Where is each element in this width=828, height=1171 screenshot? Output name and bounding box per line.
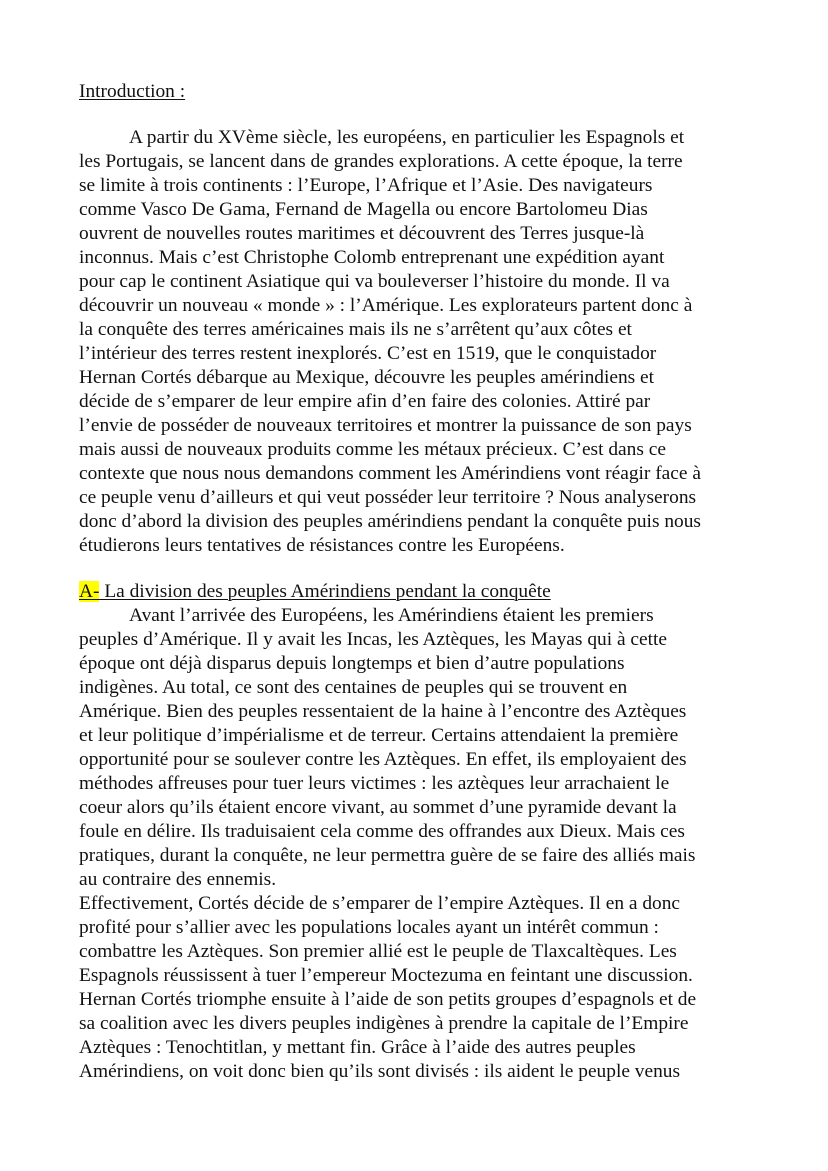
- section-a-line: Effectivement, Cortés décide de s’emparer de l’empire Aztèques. Il en a donc: [79, 893, 681, 914]
- intro-line: la conquête des terres américaines mais ils ne s’arrêtent qu’aux côtes et: [79, 319, 632, 340]
- section-a-line: époque ont déjà disparus depuis longtemps et bien d’autre populations: [79, 653, 625, 674]
- intro-line: A partir du XVème siècle, les européens, en particulier les Espagnols et: [129, 127, 685, 148]
- section-a-line: et leur politique d’impérialisme et de terreur. Certains attendaient la première: [79, 725, 679, 746]
- section-a-line: coeur alors qu’ils étaient encore vivant, au sommet d’une pyramide devant la: [79, 797, 677, 818]
- intro-line: les Portugais, se lancent dans de grandes explorations. A cette époque, la terre: [79, 151, 683, 172]
- intro-line: l’envie de posséder de nouveaux territoires et montrer la puissance de son pays: [79, 415, 692, 436]
- intro-line: contexte que nous nous demandons comment les Amérindiens vont réagir face à: [79, 463, 701, 484]
- intro-line: étudierons leurs tentatives de résistances contre les Européens.: [79, 535, 565, 556]
- section-a-line: Hernan Cortés triomphe ensuite à l’aide de son petits groupes d’espagnols et de: [79, 989, 697, 1010]
- intro-line: ouvrent de nouvelles routes maritimes et découvrent des Terres jusque-là: [79, 223, 645, 244]
- section-a-line: sa coalition avec les divers peuples indigènes à prendre la capitale de l’Empire: [79, 1013, 689, 1034]
- section-a-line: pratiques, durant la conquête, ne leur permettra guère de se faire des alliés mais: [79, 845, 696, 866]
- intro-line: inconnus. Mais c’est Christophe Colomb entreprenant une expédition ayant: [79, 247, 665, 268]
- section-a-heading: [79, 580, 551, 604]
- intro-line: découvrir un nouveau « monde » : l’Amérique. Les explorateurs partent donc à: [79, 295, 693, 316]
- intro-line: se limite à trois continents : l’Europe, l’Afrique et l’Asie. Des navigateurs: [79, 175, 653, 196]
- section-a-line: opportunité pour se soulever contre les Aztèques. En effet, ils employaient des: [79, 749, 687, 770]
- section-a-line: Amérindiens, on voit donc bien qu’ils sont divisés : ils aident le peuple venus: [79, 1061, 681, 1082]
- intro-line: ce peuple venu d’ailleurs et qui veut posséder leur territoire ? Nous analyserons: [79, 487, 697, 508]
- introduction-heading: Introduction :: [79, 81, 186, 102]
- section-a-line: méthodes affreuses pour tuer leurs victimes : les aztèques leur arrachaient le: [79, 773, 670, 794]
- intro-line: donc d’abord la division des peuples amérindiens pendant la conquête puis nous: [79, 511, 701, 532]
- intro-line: mais aussi de nouveaux produits comme les métaux précieux. C’est dans ce: [79, 439, 666, 460]
- section-a-line: Aztèques : Tenochtitlan, y mettant fin. Grâce à l’aide des autres peuples: [79, 1037, 636, 1058]
- section-a-line: foule en délire. Ils traduisaient cela comme des offrandes aux Dieux. Mais ces: [79, 821, 685, 842]
- section-a-line: Amérique. Bien des peuples ressentaient de la haine à l’encontre des Aztèques: [79, 701, 687, 722]
- section-a-line: profité pour s’allier avec les populations locales ayant un intérêt commun :: [79, 917, 659, 938]
- intro-line: l’intérieur des terres restent inexplorés. C’est en 1519, que le conquistador: [79, 343, 657, 364]
- section-a-marker: A-: [79, 581, 100, 602]
- section-a-line: Espagnols réussissent à tuer l’empereur Moctezuma en feintant une discussion.: [79, 965, 693, 986]
- section-a-line: combattre les Aztèques. Son premier allié est le peuple de Tlaxcaltèques. Les: [79, 941, 677, 962]
- section-a-line: peuples d’Amérique. Il y avait les Incas, les Aztèques, les Mayas qui à cette: [79, 629, 667, 650]
- intro-line: Hernan Cortés débarque au Mexique, découvre les peuples amérindiens et: [79, 367, 655, 388]
- intro-line: pour cap le continent Asiatique qui va bouleverser l’histoire du monde. Il va: [79, 271, 670, 292]
- section-a-line: au contraire des ennemis.: [79, 869, 277, 890]
- section-a-line: indigènes. Au total, ce sont des centaines de peuples qui se trouvent en: [79, 677, 628, 698]
- intro-line: décide de s’emparer de leur empire afin d’en faire des colonies. Attiré par: [79, 391, 651, 412]
- section-a-title: La division des peuples Amérindiens pendant la conquête: [99, 581, 551, 602]
- section-a-line: Avant l’arrivée des Européens, les Amérindiens étaient les premiers: [129, 605, 654, 626]
- intro-line: comme Vasco De Gama, Fernand de Magella ou encore Bartolomeu Dias: [79, 199, 648, 220]
